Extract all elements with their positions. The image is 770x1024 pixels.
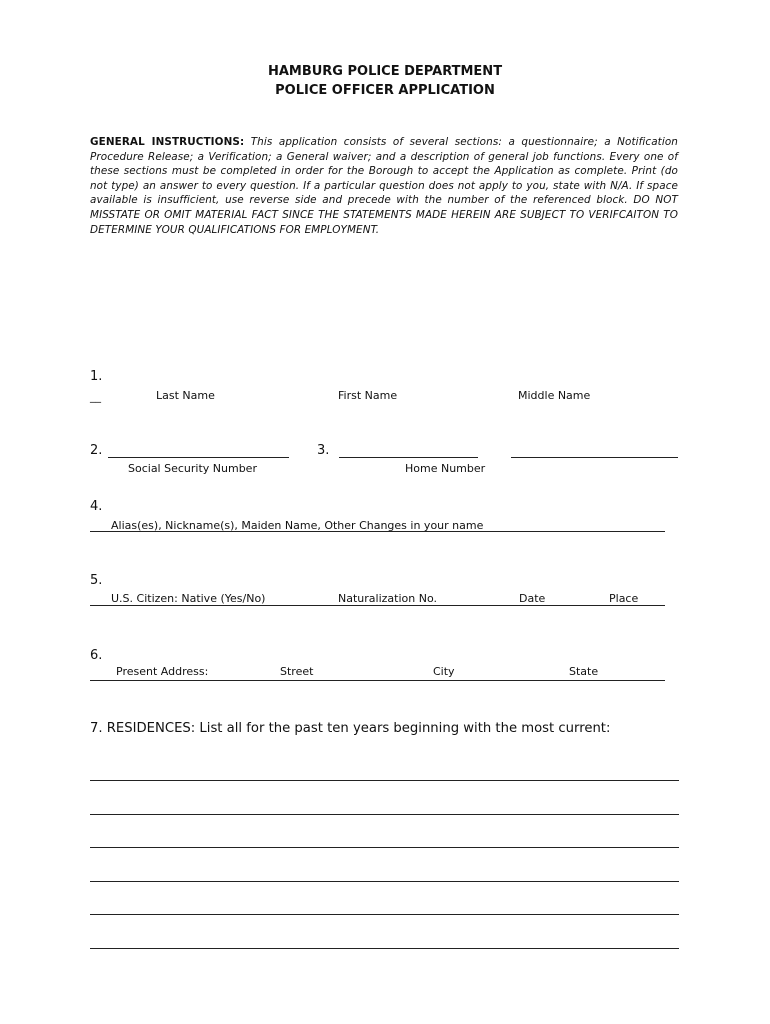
q1-number: 1. bbox=[90, 369, 103, 384]
instructions-heading: GENERAL INSTRUCTIONS: bbox=[90, 136, 245, 148]
naturalization-date-label: Date bbox=[519, 592, 546, 605]
q5-number: 5. bbox=[90, 573, 103, 588]
form-subtitle: POLICE OFFICER APPLICATION bbox=[275, 83, 495, 98]
q3-number: 3. bbox=[317, 443, 330, 458]
ssn-label: Social Security Number bbox=[128, 462, 257, 475]
city-label: City bbox=[433, 665, 455, 678]
street-label: Street bbox=[280, 665, 314, 678]
state-label: State bbox=[569, 665, 599, 678]
first-name-label: First Name bbox=[338, 389, 398, 402]
citizenship-field[interactable] bbox=[90, 605, 665, 606]
instructions-body: This application consists of several sections: a questionnaire; a Notification Procedure Release; a Verification; a General waiver; and a description of general job functions. Every one of these sections must be completed in order for the Borough to accept the Application as complete. Print (do not type) an answer to every question. If a particular question does not apply to you, state with N/A. If space available is insufficient, use reverse side and precede with the number of the referenced block. DO NOT MISSTATE OR OMIT MATERIAL FACT SINCE THE STATEMENTS MADE HEREIN ARE SUBJECT TO VERIFCAITON TO DETERMINE YOUR QUALIFICATIONS FOR EMPLOYMENT. bbox=[90, 136, 678, 236]
residence-line[interactable] bbox=[90, 881, 679, 882]
present-address-label: Present Address: bbox=[116, 665, 209, 678]
ssn-field[interactable] bbox=[108, 457, 289, 458]
residence-line[interactable] bbox=[90, 948, 679, 949]
alias-label: Alias(es), Nickname(s), Maiden Name, Other Changes in your name bbox=[111, 519, 484, 532]
form-title: HAMBURG POLICE DEPARTMENT bbox=[267, 64, 503, 79]
home-number-label: Home Number bbox=[405, 462, 486, 475]
extra-number-field[interactable] bbox=[511, 457, 678, 458]
last-name-label: Last Name bbox=[156, 389, 215, 402]
general-instructions bbox=[90, 135, 678, 237]
address-field[interactable] bbox=[90, 680, 665, 681]
residence-line[interactable] bbox=[90, 780, 679, 781]
residence-line[interactable] bbox=[90, 814, 679, 815]
naturalization-place-label: Place bbox=[609, 592, 639, 605]
home-number-field[interactable] bbox=[339, 457, 478, 458]
naturalization-label: Naturalization No. bbox=[338, 592, 437, 605]
middle-name-label: Middle Name bbox=[518, 389, 591, 402]
q4-number: 4. bbox=[90, 499, 103, 514]
q2-number: 2. bbox=[90, 443, 103, 458]
q1-blank[interactable]: __ bbox=[90, 390, 101, 403]
residences-heading: 7. RESIDENCES: List all for the past ten years beginning with the most current: bbox=[90, 721, 611, 736]
residence-line[interactable] bbox=[90, 914, 679, 915]
q6-number: 6. bbox=[90, 648, 103, 663]
citizen-label: U.S. Citizen: Native (Yes/No) bbox=[111, 592, 266, 605]
residence-line[interactable] bbox=[90, 847, 679, 848]
